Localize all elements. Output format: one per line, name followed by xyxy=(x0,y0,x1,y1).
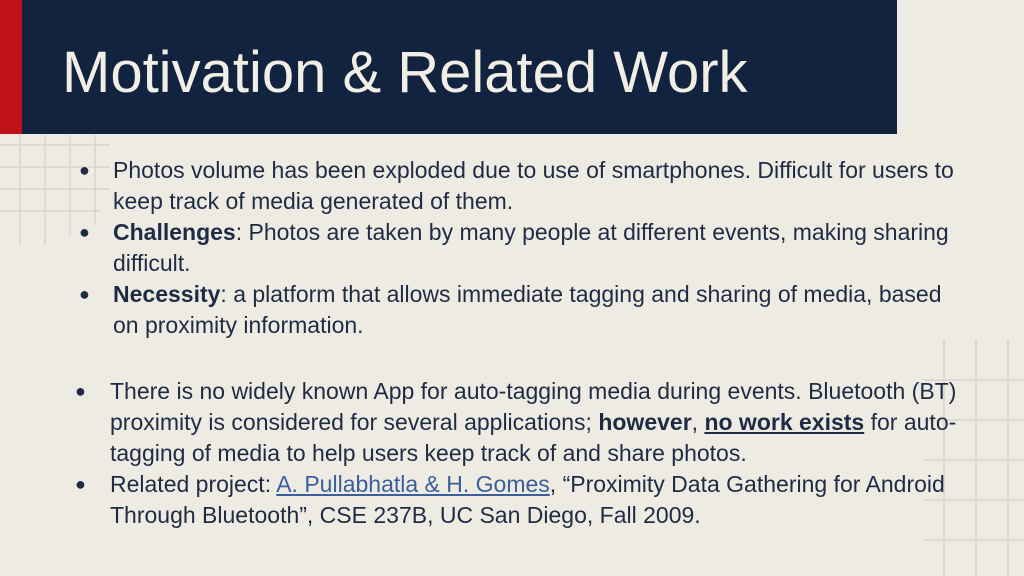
accent-red-bar xyxy=(0,0,22,134)
list-item xyxy=(68,469,973,531)
list-item xyxy=(72,217,972,279)
bullet-text: , xyxy=(691,409,699,435)
bullet-dot: ● xyxy=(75,474,86,494)
bullet-text: : Photos are taken by many people at different events, making sharing difficult. xyxy=(113,219,949,276)
bullet-bold-term: Challenges xyxy=(113,219,236,245)
bullet-dot: ● xyxy=(79,284,90,304)
bullet-text: Photos volume has been exploded due to use of smartphones. Difficult for users to keep track of media generated of them. xyxy=(113,157,954,214)
bullet-bold-term: Necessity xyxy=(113,281,221,307)
bullet-list-motivation xyxy=(72,155,972,341)
list-item xyxy=(72,279,972,341)
bullet-dot: ● xyxy=(79,160,90,180)
title-banner xyxy=(22,0,897,134)
list-item xyxy=(72,155,972,217)
bullet-bold-term: however xyxy=(598,409,692,435)
bullet-dot: ● xyxy=(79,222,90,242)
bullet-dot: ● xyxy=(75,381,86,401)
related-project-link[interactable]: A. Pullabhatla & H. Gomes xyxy=(276,471,550,497)
list-item xyxy=(68,376,973,469)
underlined-emphasis: no work exists xyxy=(704,409,865,435)
slide-title: Motivation & Related Work xyxy=(62,40,748,105)
bullet-text: : a platform that allows immediate tagging and sharing of media, based on proximity information. xyxy=(113,281,942,338)
bullet-text: Related project: xyxy=(110,471,277,497)
bullet-text: , “Proximity Data Gathering for Android Through Bluetooth”, CSE 237B, UC San Diego, Fall 2009. xyxy=(110,471,945,528)
bullet-list-related-work xyxy=(68,376,973,531)
bullet-text: There is no widely known App for auto-tagging media during events. Bluetooth (BT) proximity is considered for several applications; xyxy=(110,378,957,435)
bullet-text: for auto-tagging of media to help users keep track of and share photos. xyxy=(110,409,957,466)
